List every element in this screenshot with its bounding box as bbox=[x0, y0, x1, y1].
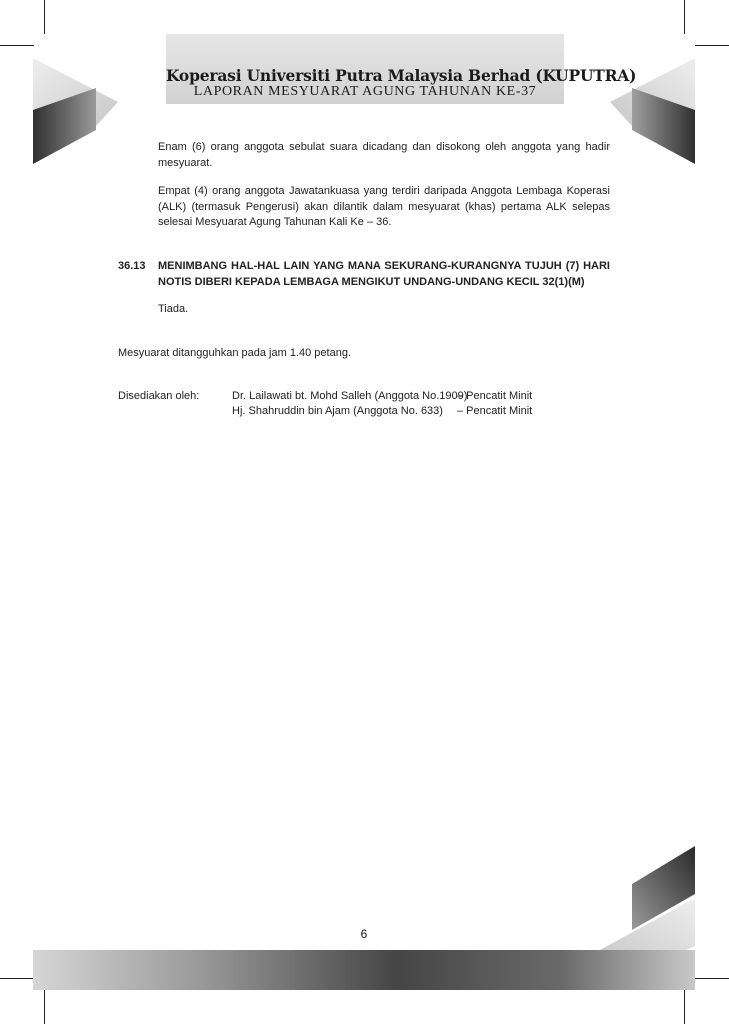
header-subtitle: LAPORAN MESYUARAT AGUNG TAHUNAN KE-37 bbox=[193, 84, 537, 99]
section-heading: MENIMBANG HAL-HAL LAIN YANG MANA SEKURANG-KURANGNYA TUJUH (7) HARI NOTIS DIBERI KEPADA LEMBAGA MENGIKUT UNDANG-UNDANG KECIL 32(1)(M) bbox=[158, 260, 610, 288]
header-title: Koperasi Universiti Putra Malaysia Berhad (KUPUTRA) bbox=[166, 66, 637, 85]
prepared-by-label: Disediakan oleh: bbox=[118, 390, 200, 402]
section-content: Tiada. bbox=[158, 303, 189, 315]
prepared-by-role-2: – Pencatit Minit bbox=[457, 405, 533, 417]
paragraph-1: Enam (6) orang anggota sebulat suara dicadang dan disokong oleh anggota yang hadir mesyuarat. bbox=[158, 141, 610, 169]
section-number: 36.13 bbox=[118, 260, 146, 272]
adjournment-text: Mesyuarat ditangguhkan pada jam 1.40 petang. bbox=[118, 347, 351, 359]
prepared-by-role-1: – Pencatit Minit bbox=[457, 390, 533, 402]
prepared-by-name-1: Dr. Lailawati bt. Mohd Salleh (Anggota No.1909) bbox=[232, 390, 468, 402]
prepared-by-name-2: Hj. Shahruddin bin Ajam (Anggota No. 633) bbox=[232, 405, 443, 417]
page-number: 6 bbox=[360, 927, 368, 941]
footer-band bbox=[33, 950, 695, 990]
paragraph-2: Empat (4) orang anggota Jawatankuasa yang terdiri daripada Anggota Lembaga Koperasi (ALK) (termasuk Pengerusi) akan dilantik dalam mesyuarat (khas) pertama ALK selepas selesai Mesyuarat Agung Tahunan Kali Ke – 36. bbox=[158, 185, 610, 228]
